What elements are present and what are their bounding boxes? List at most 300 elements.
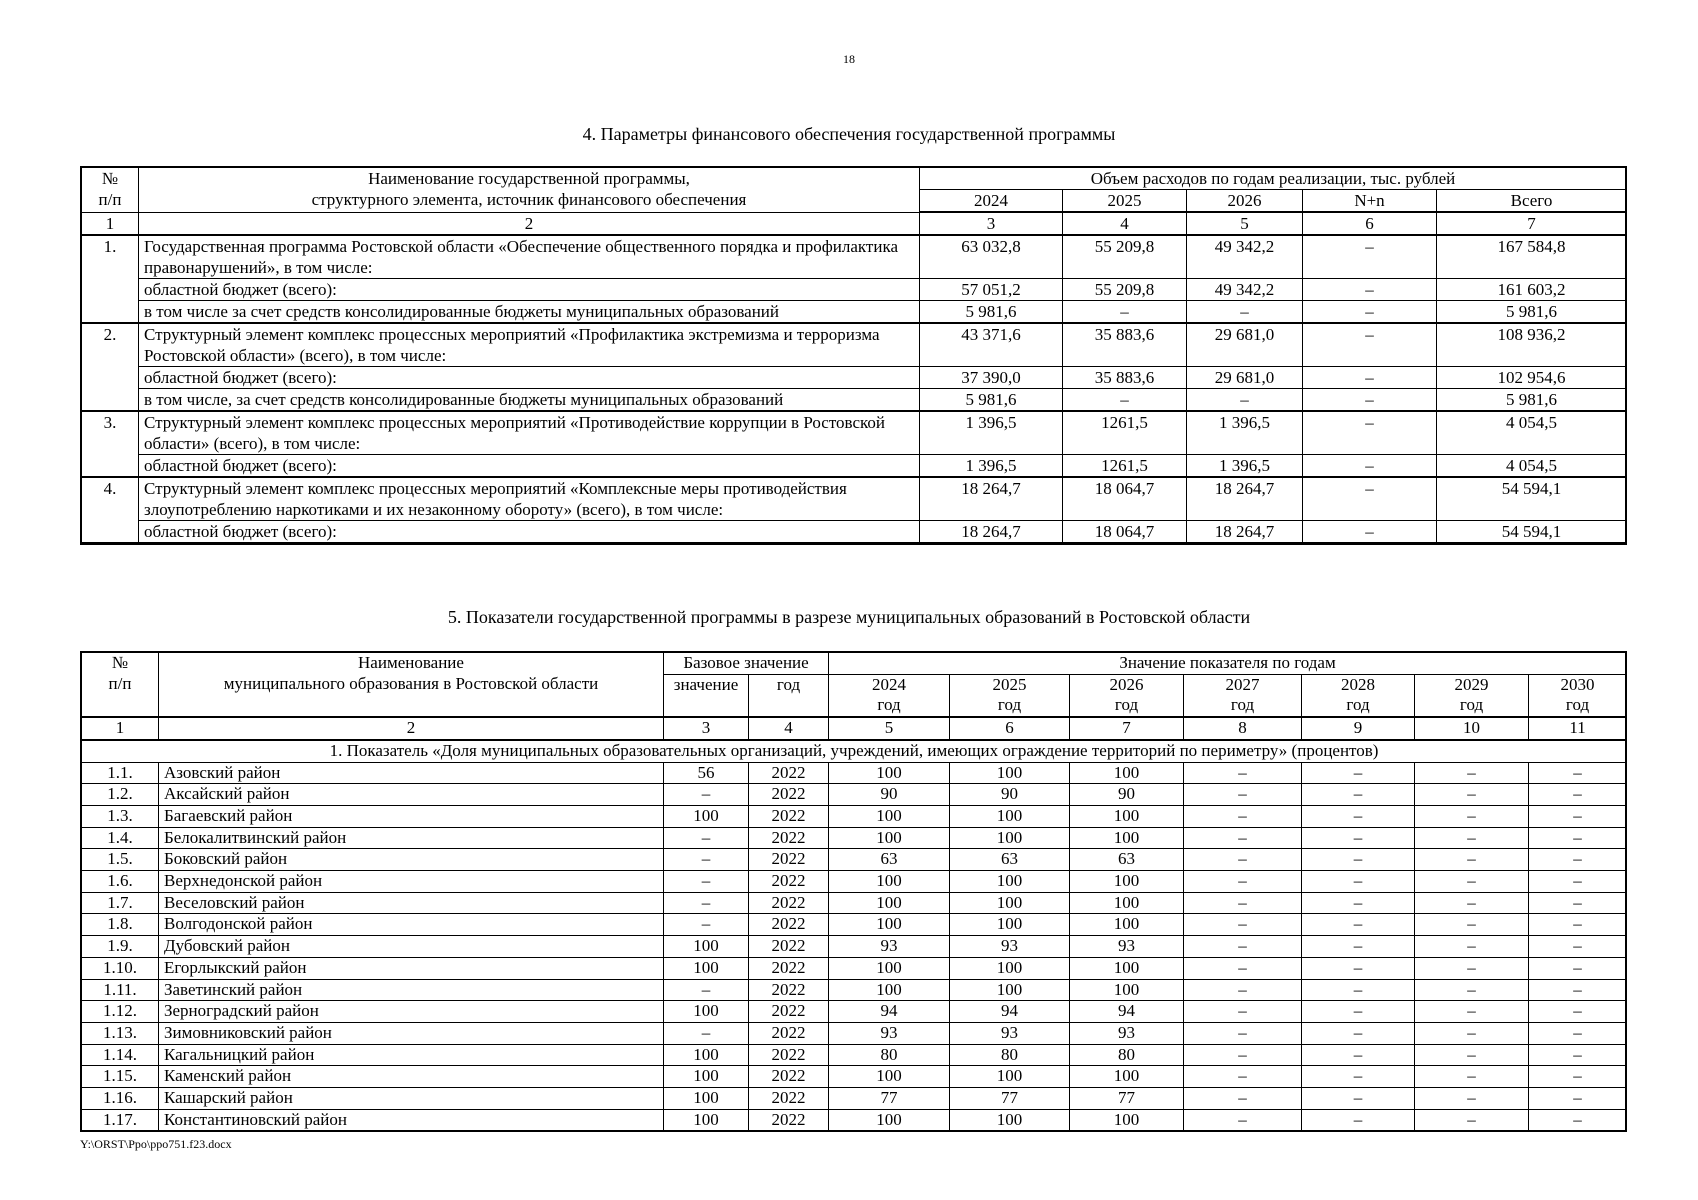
column-number: 8: [1184, 717, 1302, 740]
row-value: 54 594,1: [1437, 521, 1627, 544]
year-value: –: [1302, 1109, 1415, 1131]
year-value: –: [1415, 805, 1529, 827]
header-year: 2024 год: [829, 674, 950, 717]
table-row: [82, 279, 1627, 301]
header-by-years: Значение показателя по годам: [829, 653, 1627, 675]
year-value: –: [1529, 784, 1627, 806]
column-number: 2: [159, 717, 664, 740]
column-number: 5: [829, 717, 950, 740]
year-value: –: [1415, 914, 1529, 936]
row-name: областной бюджет (всего):: [139, 455, 920, 478]
year-value: –: [1184, 849, 1302, 871]
base-year: 2022: [749, 784, 829, 806]
year-value: 100: [1070, 762, 1184, 784]
year-value: 93: [1070, 1022, 1184, 1044]
header-volume: Объем расходов по годам реализации, тыс. рублей: [920, 168, 1627, 190]
column-number: 7: [1070, 717, 1184, 740]
table-row: [82, 784, 1627, 806]
row-number: 1.16.: [82, 1088, 159, 1110]
row-number: 1.8.: [82, 914, 159, 936]
table-row: [82, 1088, 1627, 1110]
year-value: –: [1184, 1044, 1302, 1066]
table-row: [82, 389, 1627, 412]
municipality-name: Заветинский район: [159, 979, 664, 1001]
year-value: 100: [1070, 805, 1184, 827]
base-value: –: [664, 914, 749, 936]
row-number: 1.: [82, 235, 139, 323]
year-value: 100: [950, 979, 1070, 1001]
municipality-name: Зимовниковский район: [159, 1022, 664, 1044]
year-value: 90: [1070, 784, 1184, 806]
year-value: –: [1529, 762, 1627, 784]
base-year: 2022: [749, 762, 829, 784]
row-number: 1.10.: [82, 957, 159, 979]
header-base: Базовое значение: [664, 653, 829, 675]
year-value: –: [1529, 957, 1627, 979]
year-value: –: [1302, 957, 1415, 979]
year-value: 100: [829, 1109, 950, 1131]
row-value: –: [1303, 301, 1437, 324]
column-number: 6: [1303, 212, 1437, 235]
row-value: 37 390,0: [920, 367, 1063, 389]
row-value: 18 064,7: [1063, 521, 1187, 544]
year-value: 80: [829, 1044, 950, 1066]
year-value: –: [1529, 979, 1627, 1001]
row-name: в том числе, за счет средств консолидированные бюджеты муниципальных образований: [139, 389, 920, 412]
year-value: –: [1184, 805, 1302, 827]
base-value: –: [664, 784, 749, 806]
base-value: –: [664, 892, 749, 914]
year-value: –: [1529, 871, 1627, 893]
header-base-year: год: [749, 674, 829, 717]
row-value: 57 051,2: [920, 279, 1063, 301]
year-value: 100: [1070, 979, 1184, 1001]
base-year: 2022: [749, 805, 829, 827]
base-value: 56: [664, 762, 749, 784]
base-value: –: [664, 849, 749, 871]
municipality-name: Кашарский район: [159, 1088, 664, 1110]
year-value: –: [1184, 762, 1302, 784]
row-value: –: [1303, 477, 1437, 521]
column-number: 4: [1063, 212, 1187, 235]
header-year: 2024: [920, 190, 1063, 213]
year-value: –: [1184, 871, 1302, 893]
table-row: [82, 957, 1627, 979]
year-value: 100: [950, 805, 1070, 827]
table-row: [82, 521, 1627, 544]
row-value: 1 396,5: [1187, 411, 1303, 455]
base-year: 2022: [749, 1022, 829, 1044]
year-value: 100: [1070, 914, 1184, 936]
row-number: 1.11.: [82, 979, 159, 1001]
table-row: [82, 1109, 1627, 1131]
year-value: –: [1302, 827, 1415, 849]
row-value: 35 883,6: [1063, 367, 1187, 389]
row-number: 1.1.: [82, 762, 159, 784]
year-value: –: [1415, 1044, 1529, 1066]
column-number: 9: [1302, 717, 1415, 740]
row-value: 54 594,1: [1437, 477, 1627, 521]
base-year: 2022: [749, 1109, 829, 1131]
table-row: [82, 936, 1627, 958]
row-number: 1.12.: [82, 1001, 159, 1023]
year-value: –: [1529, 914, 1627, 936]
year-value: –: [1415, 1088, 1529, 1110]
year-value: –: [1415, 871, 1529, 893]
base-year: 2022: [749, 849, 829, 871]
column-numbers-row: [82, 717, 1627, 740]
row-number: 1.14.: [82, 1044, 159, 1066]
table-row: [82, 1001, 1627, 1023]
year-value: –: [1184, 957, 1302, 979]
row-value: 4 054,5: [1437, 411, 1627, 455]
year-value: –: [1184, 1088, 1302, 1110]
year-value: –: [1302, 762, 1415, 784]
year-value: 63: [829, 849, 950, 871]
table2-title: 5. Показатели государственной программы в разрезе муниципальных образований в Ростовской области: [447, 607, 1251, 627]
row-value: 5 981,6: [1437, 301, 1627, 324]
year-value: 100: [829, 827, 950, 849]
row-number: 1.9.: [82, 936, 159, 958]
base-year: 2022: [749, 827, 829, 849]
column-numbers-row: [82, 212, 1627, 235]
base-value: –: [664, 1022, 749, 1044]
base-year: 2022: [749, 871, 829, 893]
row-value: 29 681,0: [1187, 367, 1303, 389]
base-value: 100: [664, 805, 749, 827]
table-row: [82, 914, 1627, 936]
row-value: 5 981,6: [920, 389, 1063, 412]
year-value: –: [1529, 827, 1627, 849]
column-number: 4: [749, 717, 829, 740]
year-value: 100: [1070, 1109, 1184, 1131]
year-value: 93: [950, 936, 1070, 958]
header-year: 2026: [1187, 190, 1303, 213]
base-year: 2022: [749, 979, 829, 1001]
header-year: 2025 год: [950, 674, 1070, 717]
indicators-table: [81, 652, 1627, 1131]
base-value: –: [664, 871, 749, 893]
base-value: 100: [664, 1066, 749, 1088]
header-year: 2029 год: [1415, 674, 1529, 717]
row-value: 35 883,6: [1063, 323, 1187, 367]
row-number: 1.13.: [82, 1022, 159, 1044]
year-value: 80: [1070, 1044, 1184, 1066]
year-value: –: [1302, 979, 1415, 1001]
row-number: 2.: [82, 323, 139, 411]
year-value: 100: [829, 1066, 950, 1088]
header-year: Всего: [1437, 190, 1627, 213]
year-value: –: [1302, 1088, 1415, 1110]
year-value: 77: [829, 1088, 950, 1110]
year-value: 93: [829, 936, 950, 958]
year-value: –: [1415, 1022, 1529, 1044]
year-value: 100: [829, 957, 950, 979]
header-num: № п/п: [82, 653, 159, 718]
row-number: 1.4.: [82, 827, 159, 849]
year-value: 100: [950, 762, 1070, 784]
row-value: 1 396,5: [920, 411, 1063, 455]
municipality-name: Дубовский район: [159, 936, 664, 958]
row-value: 5 981,6: [920, 301, 1063, 324]
row-value: –: [1303, 279, 1437, 301]
year-value: –: [1415, 849, 1529, 871]
column-number: 2: [139, 212, 920, 235]
municipality-name: Аксайский район: [159, 784, 664, 806]
year-value: 77: [950, 1088, 1070, 1110]
year-value: –: [1529, 1109, 1627, 1131]
row-value: 1 396,5: [1187, 455, 1303, 478]
year-value: –: [1529, 936, 1627, 958]
column-number: 5: [1187, 212, 1303, 235]
table-row: [82, 1044, 1627, 1066]
column-number: 10: [1415, 717, 1529, 740]
header-name: Наименование государственной программы, структурного элемента, источник финансового обеспечения: [139, 168, 920, 213]
year-value: –: [1415, 936, 1529, 958]
table-row: [82, 827, 1627, 849]
year-value: 63: [1070, 849, 1184, 871]
municipality-name: Волгодонской район: [159, 914, 664, 936]
table-row: [82, 1066, 1627, 1088]
year-value: –: [1302, 784, 1415, 806]
row-number: 1.17.: [82, 1109, 159, 1131]
header-year: 2028 год: [1302, 674, 1415, 717]
row-value: 1 396,5: [920, 455, 1063, 478]
year-value: 94: [1070, 1001, 1184, 1023]
row-number: 4.: [82, 477, 139, 543]
year-value: –: [1184, 914, 1302, 936]
year-value: 100: [829, 871, 950, 893]
municipality-name: Кагальницкий район: [159, 1044, 664, 1066]
year-value: 93: [950, 1022, 1070, 1044]
year-value: 100: [829, 914, 950, 936]
year-value: 100: [1070, 892, 1184, 914]
year-value: 94: [950, 1001, 1070, 1023]
row-value: 43 371,6: [920, 323, 1063, 367]
base-year: 2022: [749, 936, 829, 958]
year-value: –: [1302, 849, 1415, 871]
year-value: –: [1529, 892, 1627, 914]
row-value: 18 264,7: [1187, 477, 1303, 521]
row-number: 3.: [82, 411, 139, 477]
column-number: 7: [1437, 212, 1627, 235]
year-value: –: [1184, 1001, 1302, 1023]
year-value: 100: [1070, 957, 1184, 979]
year-value: 93: [1070, 936, 1184, 958]
header-num: № п/п: [82, 168, 139, 213]
financing-table: [81, 167, 1627, 544]
year-value: 100: [950, 957, 1070, 979]
year-value: –: [1415, 827, 1529, 849]
header-year: 2030 год: [1529, 674, 1627, 717]
year-value: –: [1184, 1066, 1302, 1088]
row-value: –: [1303, 235, 1437, 279]
base-year: 2022: [749, 1001, 829, 1023]
base-value: –: [664, 979, 749, 1001]
indicator-title: 1. Показатель «Доля муниципальных образовательных организаций, учреждений, имеющих ограждение территорий по периметру» (процентов): [82, 740, 1627, 762]
row-name: в том числе за счет средств консолидированные бюджеты муниципальных образований: [139, 301, 920, 324]
row-value: 49 342,2: [1187, 235, 1303, 279]
header-year: N+n: [1303, 190, 1437, 213]
row-value: 4 054,5: [1437, 455, 1627, 478]
year-value: –: [1302, 805, 1415, 827]
municipality-name: Зерноградский район: [159, 1001, 664, 1023]
year-value: 100: [950, 871, 1070, 893]
year-value: –: [1184, 1022, 1302, 1044]
year-value: –: [1529, 1001, 1627, 1023]
year-value: –: [1415, 1001, 1529, 1023]
row-value: 55 209,8: [1063, 279, 1187, 301]
year-value: –: [1415, 784, 1529, 806]
municipality-name: Константиновский район: [159, 1109, 664, 1131]
column-number: 3: [920, 212, 1063, 235]
table1-title: 4. Параметры финансового обеспечения государственной программы: [582, 124, 1116, 144]
table-header-row: [82, 168, 1627, 190]
row-value: 102 954,6: [1437, 367, 1627, 389]
year-value: –: [1415, 762, 1529, 784]
base-value: 100: [664, 1001, 749, 1023]
table-row: [82, 455, 1627, 478]
indicator-row: [82, 740, 1627, 762]
year-value: –: [1529, 1088, 1627, 1110]
column-number: 3: [664, 717, 749, 740]
base-year: 2022: [749, 914, 829, 936]
year-value: 100: [1070, 1066, 1184, 1088]
municipality-name: Азовский район: [159, 762, 664, 784]
year-value: 90: [950, 784, 1070, 806]
row-value: –: [1303, 389, 1437, 412]
year-value: 100: [950, 892, 1070, 914]
table-row: [82, 762, 1627, 784]
row-value: 1261,5: [1063, 455, 1187, 478]
table-row: [82, 1022, 1627, 1044]
table-row: [82, 367, 1627, 389]
year-value: –: [1302, 936, 1415, 958]
year-value: 100: [829, 892, 950, 914]
base-year: 2022: [749, 1044, 829, 1066]
row-value: 108 936,2: [1437, 323, 1627, 367]
row-number: 1.7.: [82, 892, 159, 914]
municipality-name: Боковский район: [159, 849, 664, 871]
municipality-name: Верхнедонской район: [159, 871, 664, 893]
year-value: 100: [950, 914, 1070, 936]
row-name: Государственная программа Ростовской области «Обеспечение общественного порядка и профилактика правонарушений», в том числе:: [139, 235, 920, 279]
base-value: 100: [664, 1109, 749, 1131]
base-year: 2022: [749, 957, 829, 979]
table-row: [82, 411, 1627, 455]
row-number: 1.3.: [82, 805, 159, 827]
table-row: [82, 979, 1627, 1001]
table-row: [82, 849, 1627, 871]
year-value: 100: [829, 762, 950, 784]
year-value: –: [1415, 1066, 1529, 1088]
year-value: –: [1302, 914, 1415, 936]
row-value: 63 032,8: [920, 235, 1063, 279]
row-value: 49 342,2: [1187, 279, 1303, 301]
municipality-name: Багаевский район: [159, 805, 664, 827]
year-value: –: [1184, 936, 1302, 958]
row-name: областной бюджет (всего):: [139, 279, 920, 301]
year-value: 100: [950, 1109, 1070, 1131]
row-value: –: [1063, 301, 1187, 324]
municipality-name: Веселовский район: [159, 892, 664, 914]
year-value: 100: [1070, 827, 1184, 849]
row-value: 167 584,8: [1437, 235, 1627, 279]
header-year: 2026 год: [1070, 674, 1184, 717]
municipality-name: Каменский район: [159, 1066, 664, 1088]
row-name: областной бюджет (всего):: [139, 521, 920, 544]
year-value: –: [1529, 805, 1627, 827]
year-value: –: [1415, 979, 1529, 1001]
row-name: Структурный элемент комплекс процессных мероприятий «Противодействие коррупции в Ростовской области» (всего), в том числе:: [139, 411, 920, 455]
year-value: 100: [829, 805, 950, 827]
row-number: 1.6.: [82, 871, 159, 893]
year-value: –: [1302, 1022, 1415, 1044]
year-value: –: [1529, 1066, 1627, 1088]
table-row: [82, 892, 1627, 914]
row-number: 1.2.: [82, 784, 159, 806]
page-number: 18: [843, 52, 855, 66]
year-value: –: [1184, 827, 1302, 849]
row-value: 18 264,7: [920, 521, 1063, 544]
table-header-row: [82, 653, 1627, 675]
year-value: 100: [1070, 871, 1184, 893]
municipality-name: Егорлыкский район: [159, 957, 664, 979]
base-value: –: [664, 827, 749, 849]
row-value: 161 603,2: [1437, 279, 1627, 301]
row-name: областной бюджет (всего):: [139, 367, 920, 389]
row-value: –: [1303, 323, 1437, 367]
header-year: 2025: [1063, 190, 1187, 213]
row-number: 1.15.: [82, 1066, 159, 1088]
base-year: 2022: [749, 1088, 829, 1110]
year-value: 100: [950, 1066, 1070, 1088]
table-row: [82, 235, 1627, 279]
row-value: 18 264,7: [1187, 521, 1303, 544]
year-value: –: [1302, 1066, 1415, 1088]
year-value: –: [1529, 1044, 1627, 1066]
year-value: –: [1529, 849, 1627, 871]
header-year: 2027 год: [1184, 674, 1302, 717]
row-value: 55 209,8: [1063, 235, 1187, 279]
year-value: 80: [950, 1044, 1070, 1066]
year-value: –: [1302, 871, 1415, 893]
row-number: 1.5.: [82, 849, 159, 871]
header-base-value: значение: [664, 674, 749, 717]
table-row: [82, 301, 1627, 324]
municipality-name: Белокалитвинский район: [159, 827, 664, 849]
column-number: 6: [950, 717, 1070, 740]
file-path: Y:\ORST\Ppo\ppo751.f23.docx: [80, 1137, 232, 1151]
table-row: [82, 477, 1627, 521]
year-value: 100: [829, 979, 950, 1001]
year-value: –: [1302, 1044, 1415, 1066]
row-value: –: [1303, 521, 1437, 544]
year-value: 94: [829, 1001, 950, 1023]
year-value: 63: [950, 849, 1070, 871]
base-year: 2022: [749, 892, 829, 914]
year-value: –: [1415, 1109, 1529, 1131]
row-value: 18 064,7: [1063, 477, 1187, 521]
year-value: 100: [950, 827, 1070, 849]
column-number: 11: [1529, 717, 1627, 740]
year-value: –: [1184, 784, 1302, 806]
column-number: 1: [82, 717, 159, 740]
base-value: 100: [664, 936, 749, 958]
year-value: –: [1302, 892, 1415, 914]
row-value: 18 264,7: [920, 477, 1063, 521]
row-value: –: [1187, 301, 1303, 324]
